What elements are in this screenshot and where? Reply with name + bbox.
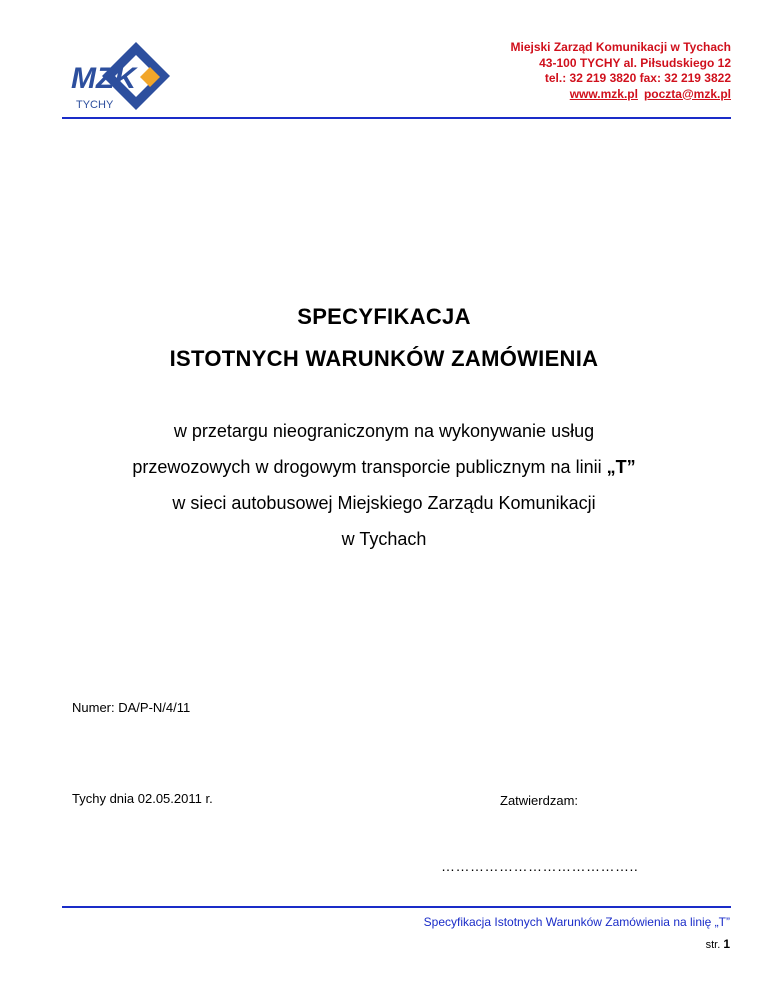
lead-line2-text: przewozowych w drogowym transporcie publicznym na linii xyxy=(132,457,602,477)
mzk-logo xyxy=(70,42,182,112)
email-link[interactable]: poczta@mzk.pl xyxy=(643,86,731,101)
logo-text: MZK xyxy=(71,62,136,95)
document-title-line1: SPECYFIKACJA xyxy=(297,304,471,329)
org-name: Miejski Zarząd Komunikacji w Tychach xyxy=(510,40,731,54)
organization-header xyxy=(510,40,731,102)
line-name-quote: „T” xyxy=(606,457,636,477)
org-address: 43-100 TYCHY al. Piłsudskiego 12 xyxy=(539,55,731,70)
page-label: str. xyxy=(705,939,721,951)
mzk-logo-icon xyxy=(70,42,182,112)
footer-title: Specyfikacja Istotnych Warunków Zamówienia na linię „T” xyxy=(423,915,730,929)
lead-line1: w przetargu nieograniczonym na wykonywanie usług xyxy=(173,421,595,441)
document-lead xyxy=(60,413,708,557)
signature-line: ………………………………….. xyxy=(441,858,639,874)
website-link[interactable]: www.mzk.pl xyxy=(569,86,638,101)
footer-divider xyxy=(62,906,731,908)
lead-line2 xyxy=(60,449,708,485)
document-title-line2: ISTOTNYCH WARUNKÓW ZAMÓWIENIA xyxy=(169,346,599,371)
lead-line3: w sieci autobusowej Miejskiego Zarządu Komunikacji xyxy=(172,493,596,513)
page-number xyxy=(706,937,730,951)
document-date: Tychy dnia 02.05.2011 r. xyxy=(72,791,213,806)
org-phone-fax: tel.: 32 219 3820 fax: 32 219 3822 xyxy=(544,71,731,85)
logo-subtext: TYCHY xyxy=(76,99,114,111)
lead-line4: w Tychach xyxy=(341,529,427,549)
document-number: Numer: DA/P-N/4/11 xyxy=(72,700,191,715)
org-contact-links xyxy=(510,87,731,103)
header-divider xyxy=(62,117,731,119)
page-number-value: 1 xyxy=(723,937,730,951)
approval-label: Zatwierdzam: xyxy=(500,793,579,808)
